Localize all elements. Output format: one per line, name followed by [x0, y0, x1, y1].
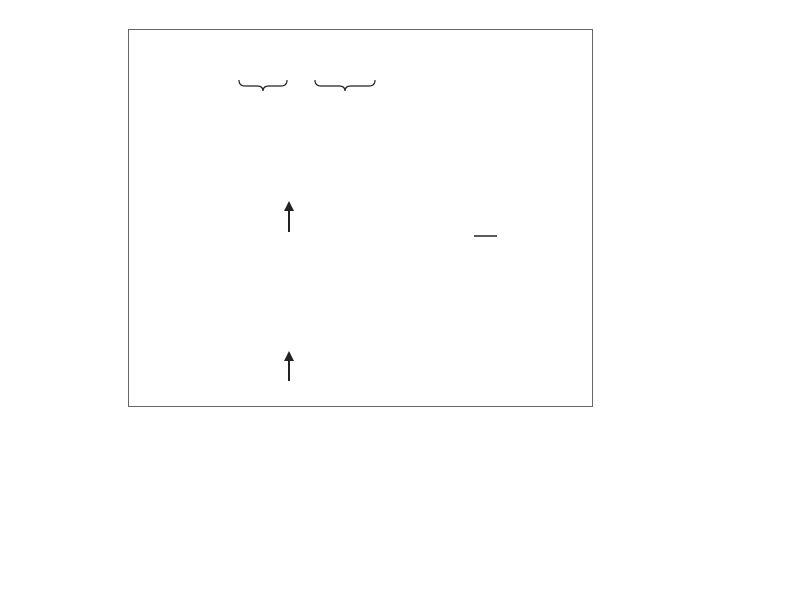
- injection-arrow-nondep: [284, 201, 294, 232]
- brace-12sec: [315, 80, 375, 91]
- brace-1.5sec: [239, 80, 287, 91]
- tof-diagram: [129, 30, 592, 406]
- injection-arrow-dep: [284, 351, 294, 381]
- tof-figure: [128, 29, 593, 407]
